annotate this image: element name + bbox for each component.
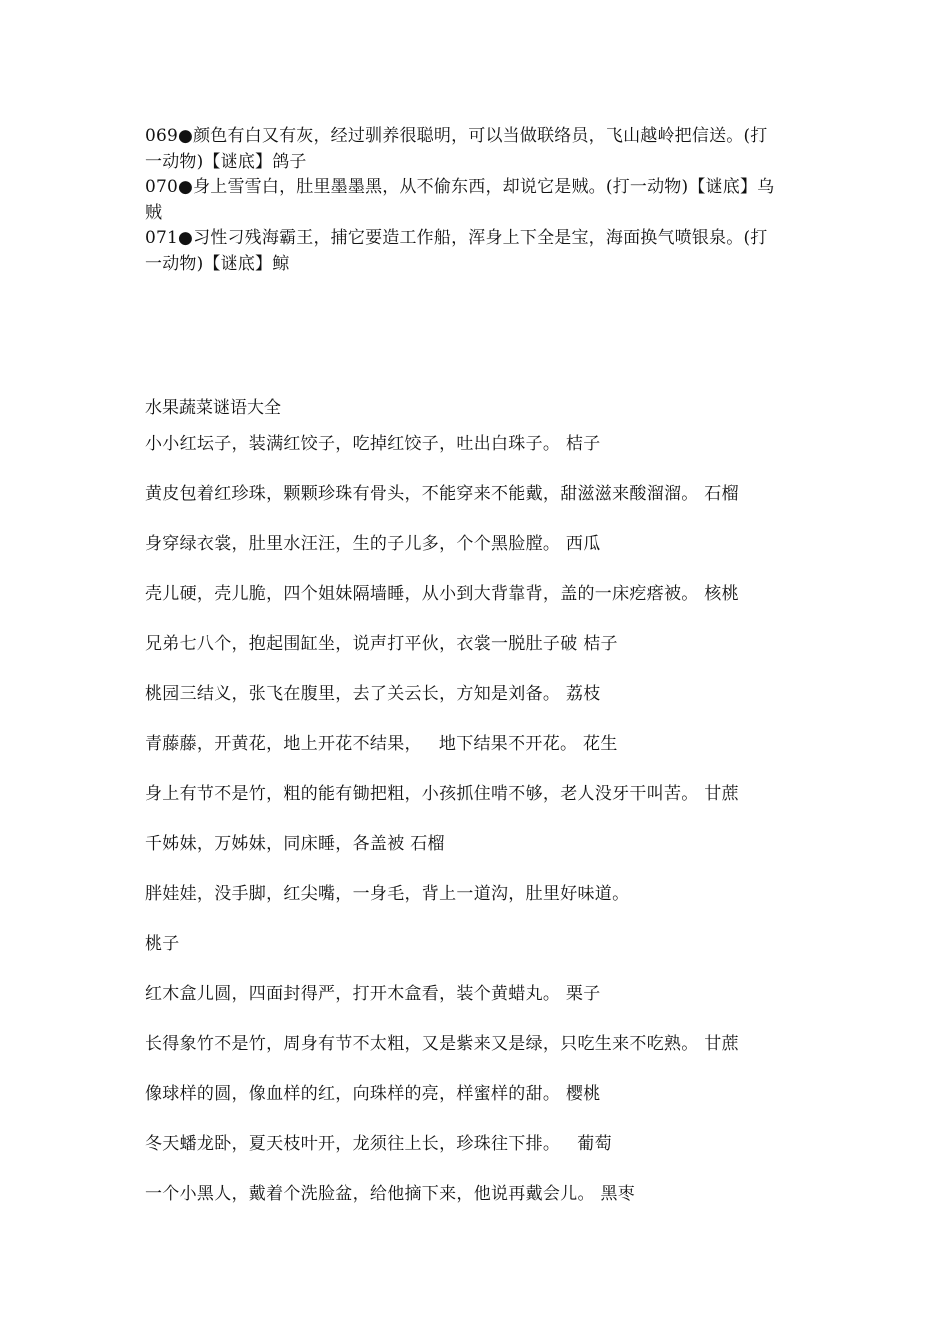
- riddle-entry-069: [145, 124, 815, 175]
- section-title: 水果蔬菜谜语大全: [145, 398, 281, 418]
- riddle-item: 壳儿硬，壳儿脆，四个姐妹隔墙睡，从小到大背靠背，盖的一床疙瘩被。 核桃: [145, 584, 739, 604]
- riddle-entry-070: [145, 175, 815, 226]
- riddle-item: 青藤藤，开黄花，地上开花不结果， 地下结果不开花。 花生: [145, 734, 618, 754]
- riddle-list-animals: [145, 124, 815, 277]
- riddle-item: 桃园三结义，张飞在腹里，去了关云长，方知是刘备。 荔枝: [145, 684, 601, 704]
- riddle-item: 小小红坛子，装满红饺子，吃掉红饺子，吐出白珠子。 桔子: [145, 434, 601, 454]
- riddle-entry-line: 070●身上雪雪白，肚里墨墨黑，从不偷东西，却说它是贼。(打一动物)【谜底】乌: [145, 177, 775, 197]
- riddle-item: 胖娃娃，没手脚，红尖嘴，一身毛，背上一道沟，肚里好味道。: [145, 884, 630, 904]
- riddle-entry-line: 一动物)【谜底】鲸: [145, 253, 290, 274]
- riddle-item: 兄弟七八个，抱起围缸坐，说声打平伙，衣裳一脱肚子破 桔子: [145, 634, 618, 654]
- riddle-item: 冬天蟠龙卧，夏天枝叶开，龙须往上长，珍珠往下排。 葡萄: [145, 1134, 612, 1154]
- riddle-item: 千姊妹，万姊妹，同床睡，各盖被 石榴: [145, 834, 445, 854]
- riddle-entry-line: 069●颜色有白又有灰，经过驯养很聪明，可以当做联络员，飞山越岭把信送。(打: [145, 126, 768, 146]
- riddle-item: 身穿绿衣裳，肚里水汪汪，生的子儿多，个个黑脸膛。 西瓜: [145, 534, 601, 554]
- riddle-item: 黄皮包着红珍珠，颗颗珍珠有骨头，不能穿来不能戴，甜滋滋来酸溜溜。 石榴: [145, 484, 739, 504]
- riddle-item: 一个小黑人，戴着个洗脸盆，给他摘下来，他说再戴会儿。 黑枣: [145, 1184, 636, 1204]
- riddle-item: 红木盒儿圆，四面封得严，打开木盒看，装个黄蜡丸。 栗子: [145, 984, 601, 1004]
- riddle-item: 桃子: [145, 934, 180, 954]
- riddle-entry-071: [145, 226, 815, 277]
- riddle-entry-line: 071●习性刁残海霸王，捕它要造工作船，浑身上下全是宝，海面换气喷银泉。(打: [145, 228, 768, 248]
- fruit-vegetable-riddles-section: [145, 396, 825, 1232]
- riddle-entry-line: 贼: [145, 202, 163, 223]
- riddle-item: 长得象竹不是竹，周身有节不太粗，又是紫来又是绿，只吃生来不吃熟。 甘蔗: [145, 1034, 739, 1054]
- riddle-entry-line: 一动物)【谜底】鸽子: [145, 151, 307, 172]
- riddle-item: 身上有节不是竹，粗的能有锄把粗，小孩抓住啃不够，老人没牙干叫苦。 甘蔗: [145, 784, 739, 804]
- riddle-item: 像球样的圆，像血样的红，向珠样的亮，样蜜样的甜。 樱桃: [145, 1084, 601, 1104]
